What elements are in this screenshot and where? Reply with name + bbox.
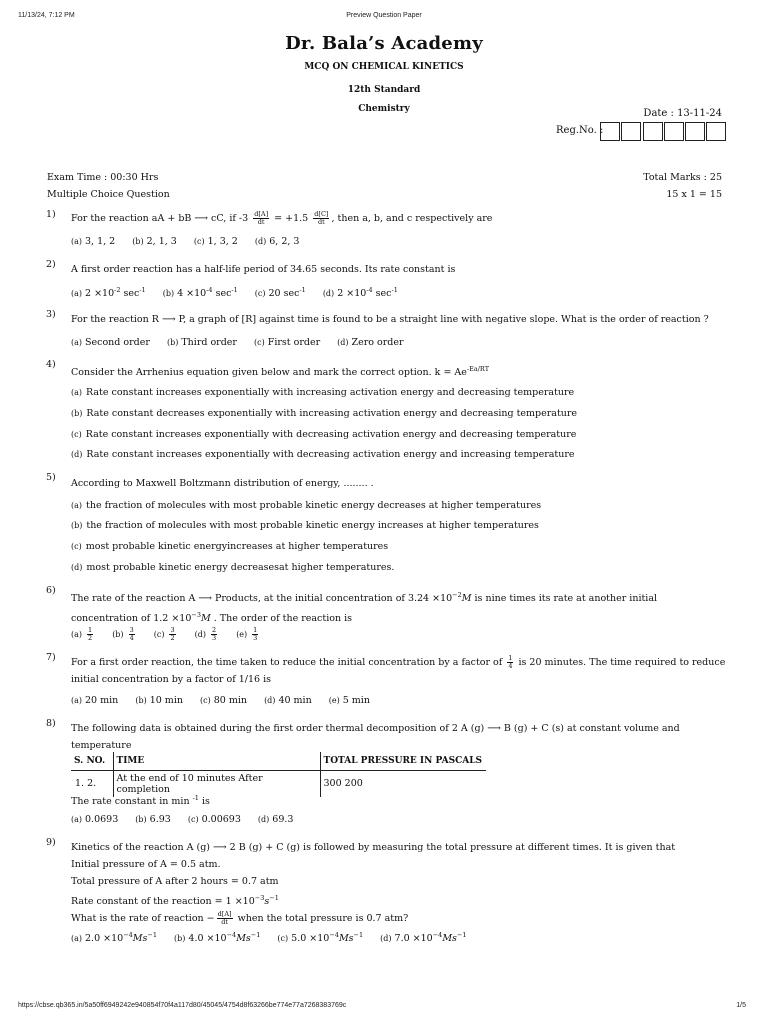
option[interactable]: [380, 931, 466, 944]
option-exponent: −4: [432, 931, 443, 939]
subject-label: Chemistry: [358, 104, 410, 114]
print-url: https://cbse.qb365.in/5a50ff6949242e940854f70f4a117d80/45045/4754d8f63266be774e77a7268383769c: [18, 1002, 347, 1009]
option-label: (c): [193, 237, 205, 246]
option-text: Rate constant decreases exponentially with increasing activation energy and decreasing temperature: [86, 408, 578, 419]
option-text: Rate constant increases exponentially with decreasing activation energy and increasing temperature: [86, 449, 575, 460]
question-text: [71, 720, 731, 754]
option[interactable]: [188, 814, 241, 825]
option-exponent: −4: [329, 931, 339, 939]
print-footer: [18, 1002, 750, 1014]
frac-den: 4: [508, 662, 513, 670]
q6-text-part: concentration of 1.2 ×10: [71, 613, 192, 625]
question-text: For the reaction R ⟶ P, a graph of [R] against time is found to be a straight line with negative slope. What is the order of reaction ?: [71, 314, 709, 325]
option-exponent: -4: [366, 286, 373, 294]
q9-line: Initial pressure of A = 0.5 atm.: [71, 859, 221, 870]
table-header-row: [71, 752, 486, 770]
option-fraction: [87, 627, 93, 642]
option-unit: Ms: [236, 933, 251, 945]
option[interactable]: [71, 814, 118, 825]
option[interactable]: [71, 562, 394, 573]
q9-fraction: [217, 911, 233, 926]
question-number: 2): [46, 259, 56, 270]
frac-den: dt: [317, 218, 325, 226]
option-label: (a): [71, 815, 83, 824]
q3-options: [71, 337, 731, 348]
option[interactable]: [174, 931, 260, 944]
option-exponent: −4: [123, 931, 133, 939]
q8-options: [71, 814, 731, 825]
option-unit-exponent: −1: [456, 931, 467, 939]
option-label: (c): [187, 815, 199, 824]
option-label: (b): [174, 934, 186, 944]
option-label: (d): [380, 934, 392, 944]
option[interactable]: [135, 814, 171, 825]
option-label: (b): [135, 815, 147, 824]
section-label: Multiple Choice Question: [47, 189, 170, 200]
option-text: 6, 2, 3: [269, 236, 300, 247]
option-label: (b): [112, 630, 124, 639]
question-number: 7): [46, 652, 56, 663]
option-exponent: -2: [114, 286, 121, 294]
q1-fraction-dc: [313, 211, 329, 226]
option-unit-exponent: -1: [391, 286, 398, 294]
question-text: A first order reaction has a half-life period of 34.65 seconds. Its rate constant is: [71, 264, 456, 275]
paper-subtitle: MCQ ON CHEMICAL KINETICS: [304, 62, 464, 72]
option-unit-exponent: -1: [139, 286, 146, 294]
option-label: (d): [264, 696, 276, 705]
option-fraction: [252, 627, 258, 642]
option-unit: Ms: [338, 933, 354, 945]
reg-no-box[interactable]: [621, 122, 641, 141]
option[interactable]: [195, 627, 220, 642]
question-number: 1): [46, 209, 56, 220]
option[interactable]: [71, 236, 115, 247]
q8-text-part: The following data is obtained during the first order thermal decomposition of 2 A (g) ⟶ B (g) + C (s) at constant volume and: [71, 723, 680, 734]
option[interactable]: [112, 627, 137, 642]
option-label: (a): [71, 289, 83, 299]
option[interactable]: [154, 627, 178, 642]
total-marks: Total Marks : 25: [643, 172, 722, 183]
option-unit-exponent: -1: [231, 286, 238, 294]
q9-unit: s: [264, 896, 270, 908]
option-text: 20 min: [85, 695, 119, 706]
question-text: [71, 361, 721, 381]
option[interactable]: [71, 695, 118, 706]
option[interactable]: [71, 627, 95, 642]
option[interactable]: [236, 627, 260, 642]
option-text: 10 min: [149, 695, 183, 706]
option-text: 20 sec: [268, 288, 300, 300]
option-label: (b): [162, 289, 175, 299]
option[interactable]: [277, 931, 363, 944]
option-text: Zero order: [351, 337, 404, 348]
question-text: [71, 654, 731, 688]
frac-num: 1: [508, 654, 513, 662]
q6-options: [71, 627, 731, 642]
option-text: most probable kinetic energy decreasesat higher temperatures.: [86, 562, 395, 573]
option-label: (c): [153, 630, 165, 639]
option[interactable]: [71, 520, 539, 531]
q4-exponent: -Ea/RT: [466, 365, 490, 373]
option[interactable]: [255, 286, 306, 299]
reg-no-box[interactable]: [685, 122, 705, 141]
frac-den: 4: [129, 634, 134, 642]
question-number: 5): [46, 472, 56, 483]
option-unit-exponent: −1: [250, 931, 261, 939]
q6-unit: M: [461, 593, 472, 605]
option[interactable]: [167, 337, 237, 348]
reg-no-box[interactable]: [664, 122, 684, 141]
option[interactable]: [71, 337, 150, 348]
option-label: (b): [71, 409, 83, 418]
option-text: 6.93: [149, 814, 171, 825]
q7-fraction: [507, 655, 513, 670]
option-unit-exponent: −1: [147, 931, 157, 939]
option-label: (e): [328, 696, 340, 705]
q9-line: Total pressure of A after 2 hours = 0.7 atm: [71, 876, 279, 887]
option[interactable]: [71, 286, 146, 299]
option-label: (a): [71, 338, 83, 347]
q6-exponent: −3: [191, 611, 201, 620]
option-text: 4 ×10: [177, 288, 207, 300]
table-cell: At the end of 10 minutes After completion: [113, 770, 320, 797]
option-label: (c): [71, 430, 82, 439]
q9-exponent: −1: [269, 894, 279, 902]
question-number: 4): [46, 359, 56, 370]
option-label: (a): [71, 501, 83, 510]
option-label: (a): [71, 934, 83, 944]
option-label: (c): [254, 289, 266, 299]
q7-text-part: initial concentration by a factor of 1/16 is: [71, 674, 272, 685]
option-unit: sec: [372, 288, 392, 300]
q1-text-part: , then a, b, and c respectively are: [331, 213, 493, 224]
table-header: TOTAL PRESSURE IN PASCALS: [320, 752, 486, 770]
option-text: 2 ×10: [337, 288, 367, 300]
option-label: (c): [71, 542, 82, 551]
option-label: (b): [71, 521, 83, 530]
q9-options: [71, 931, 731, 944]
option-text: 2 ×10: [85, 288, 115, 300]
option-label: (e): [236, 630, 248, 639]
question-number: 8): [46, 718, 56, 729]
option[interactable]: [71, 408, 577, 419]
option-text: 2.0 ×10: [85, 933, 124, 945]
option-text: First order: [267, 337, 321, 348]
frac-num: 2: [212, 626, 217, 634]
q1-options: [71, 236, 731, 247]
option-text: Rate constant increases exponentially with decreasing activation energy and decreasing temperature: [85, 429, 577, 440]
exam-time: Exam Time : 00:30 Hrs: [47, 172, 159, 183]
option-text: 80 min: [213, 695, 248, 706]
q2-options: [71, 286, 731, 299]
q9-exponent: −3: [254, 894, 265, 902]
option-text: 0.0693: [85, 814, 119, 825]
q4-text: Consider the Arrhenius equation given below and mark the correct option. k = Ae: [71, 367, 467, 379]
option[interactable]: [71, 387, 574, 398]
frac-num: 3: [170, 626, 175, 634]
option-unit: Ms: [442, 933, 457, 945]
option-text: Rate constant increases exponentially with increasing activation energy and decreasing temperature: [86, 387, 575, 398]
option-label: (d): [337, 338, 349, 347]
frac-num: 3: [129, 626, 134, 634]
question-number: 9): [46, 837, 56, 848]
option-text: 0.00693: [201, 814, 241, 825]
reg-no-label: Reg.No. :: [556, 125, 604, 136]
q9-line: Rate constant of the reaction = 1 ×10: [71, 896, 255, 908]
print-header: [18, 12, 750, 24]
q1-text-part: = +1.5: [274, 213, 309, 224]
option-fraction: [211, 627, 217, 642]
option[interactable]: [329, 695, 370, 706]
frac-num: d[A]: [217, 910, 232, 919]
q8-text-part: The rate constant in min: [71, 796, 190, 808]
option-text: 5.0 ×10: [291, 933, 330, 945]
q6-text-part: . The order of the reaction is: [210, 613, 353, 625]
q9-line: Kinetics of the reaction A (g) ⟶ 2 B (g) + C (g) is followed by measuring the total pressure at different times. It is given that: [71, 842, 676, 853]
question-text: [71, 587, 721, 627]
frac-den: 3: [212, 634, 217, 642]
option-label: (d): [194, 630, 207, 639]
option-text: most probable kinetic energyincreases at higher temperatures: [85, 541, 389, 552]
frac-num: 1: [253, 626, 258, 634]
option-label: (d): [254, 237, 267, 246]
table-header: S. NO.: [71, 752, 113, 770]
table-header: TIME: [113, 752, 320, 770]
q6-unit: M: [200, 613, 211, 625]
reg-no-box[interactable]: [706, 122, 726, 141]
question-number: 3): [46, 309, 56, 320]
option[interactable]: [71, 541, 388, 552]
option[interactable]: [71, 500, 541, 511]
q7-text-part: For a first order reaction, the time taken to reduce the initial concentration by a factor of: [71, 657, 503, 668]
option-unit-exponent: −1: [353, 931, 364, 939]
option-text: 5 min: [342, 695, 370, 706]
option[interactable]: [200, 695, 247, 706]
q7-text-part: is 20 minutes. The time required to reduce: [518, 657, 726, 668]
marks-formula: 15 x 1 = 15: [666, 189, 722, 200]
table-cell: 1. 2.: [71, 770, 113, 797]
q7-options: [71, 695, 731, 706]
table-cell: 300 200: [320, 770, 486, 797]
option-unit: Ms: [132, 933, 148, 945]
option-fraction: [169, 627, 175, 642]
option-label: (a): [71, 388, 83, 397]
option[interactable]: [194, 236, 238, 247]
option[interactable]: [71, 931, 157, 944]
frac-num: d[A]: [254, 210, 269, 218]
question-text: [71, 790, 721, 810]
question-number: 6): [46, 585, 56, 596]
q9-line: when the total pressure is 0.7 atm?: [234, 913, 409, 925]
frac-den: 2: [170, 634, 175, 642]
option[interactable]: [264, 695, 312, 706]
frac-num: 1: [88, 626, 93, 634]
q8-exponent: -1: [192, 794, 199, 802]
option-label: (d): [322, 289, 335, 299]
page-number: 1/5: [736, 1002, 746, 1009]
option[interactable]: [71, 429, 576, 440]
option-label: (b): [135, 696, 147, 705]
option[interactable]: [71, 449, 575, 460]
option[interactable]: [163, 286, 238, 299]
q9-line: What is the rate of reaction −: [71, 913, 215, 925]
q8-text-part: is: [198, 796, 210, 808]
standard-label: 12th Standard: [347, 85, 421, 95]
print-datetime: 11/13/24, 7:12 PM: [18, 12, 75, 19]
option-label: (b): [132, 237, 144, 246]
reg-no-box[interactable]: [600, 122, 620, 141]
q6-exponent: −2: [452, 591, 462, 599]
option-label: (a): [71, 696, 83, 705]
option-text: the fraction of molecules with most probable kinetic energy decreases at higher temperatures: [86, 500, 542, 511]
option-label: (d): [71, 450, 83, 459]
option[interactable]: [255, 236, 300, 247]
option-label: (d): [257, 815, 270, 824]
frac-den: 3: [253, 634, 258, 642]
question-text: [71, 210, 721, 227]
question-text: According to Maxwell Boltzmann distribution of energy, ........ .: [71, 478, 374, 489]
option-text: 3, 1, 2: [85, 236, 116, 247]
option-text: the fraction of molecules with most probable kinetic energy increases at higher temperatures: [86, 520, 539, 531]
q1-fraction-da: [253, 211, 269, 226]
reg-no-boxes: [600, 122, 728, 141]
option-label: (b): [166, 338, 179, 347]
option-exponent: -1: [299, 286, 306, 294]
option-text: 1, 3, 2: [207, 236, 238, 247]
option-text: 40 min: [278, 695, 312, 706]
option-exponent: -4: [206, 286, 213, 294]
academy-title: Dr. Bala’s Academy: [285, 33, 483, 54]
q8-text-part: temperature: [71, 740, 132, 751]
option-label: (a): [71, 237, 83, 246]
option-unit: sec: [212, 288, 232, 300]
q6-text-part: is nine times its rate at another initial: [471, 593, 658, 605]
q6-text-part: The rate of the reaction A ⟶ Products, at the initial concentration of 3.24 ×10: [71, 593, 453, 605]
option-text: 7.0 ×10: [394, 933, 433, 945]
option-label: (c): [277, 934, 289, 944]
option-text: 4.0 ×10: [188, 933, 227, 945]
option[interactable]: [132, 236, 177, 247]
option-label: (a): [71, 630, 83, 639]
option[interactable]: [323, 286, 398, 299]
option[interactable]: [258, 814, 294, 825]
option-text: 2, 1, 3: [146, 236, 177, 247]
option-label: (c): [254, 338, 265, 347]
option-label: (c): [200, 696, 211, 705]
option-exponent: −4: [226, 931, 237, 939]
frac-den: dt: [257, 218, 265, 226]
option-text: Second order: [85, 337, 150, 348]
exam-date: Date : 13-11-24: [643, 108, 722, 119]
option-text: Third order: [181, 337, 237, 348]
reg-no-box[interactable]: [643, 122, 663, 141]
option[interactable]: [135, 695, 183, 706]
q1-text-part: For the reaction aA + bB ⟶ cC, if -3: [71, 213, 249, 224]
option[interactable]: [254, 337, 320, 348]
option-fraction: [129, 627, 135, 642]
option-unit: sec: [120, 288, 140, 300]
option-label: (d): [71, 563, 83, 572]
frac-num: d[C]: [314, 210, 329, 218]
option-text: 69.3: [272, 814, 294, 825]
question-text: [71, 839, 731, 927]
frac-den: dt: [221, 918, 228, 927]
option[interactable]: [337, 337, 403, 348]
print-title: Preview Question Paper: [346, 12, 422, 19]
frac-den: 2: [88, 634, 93, 642]
